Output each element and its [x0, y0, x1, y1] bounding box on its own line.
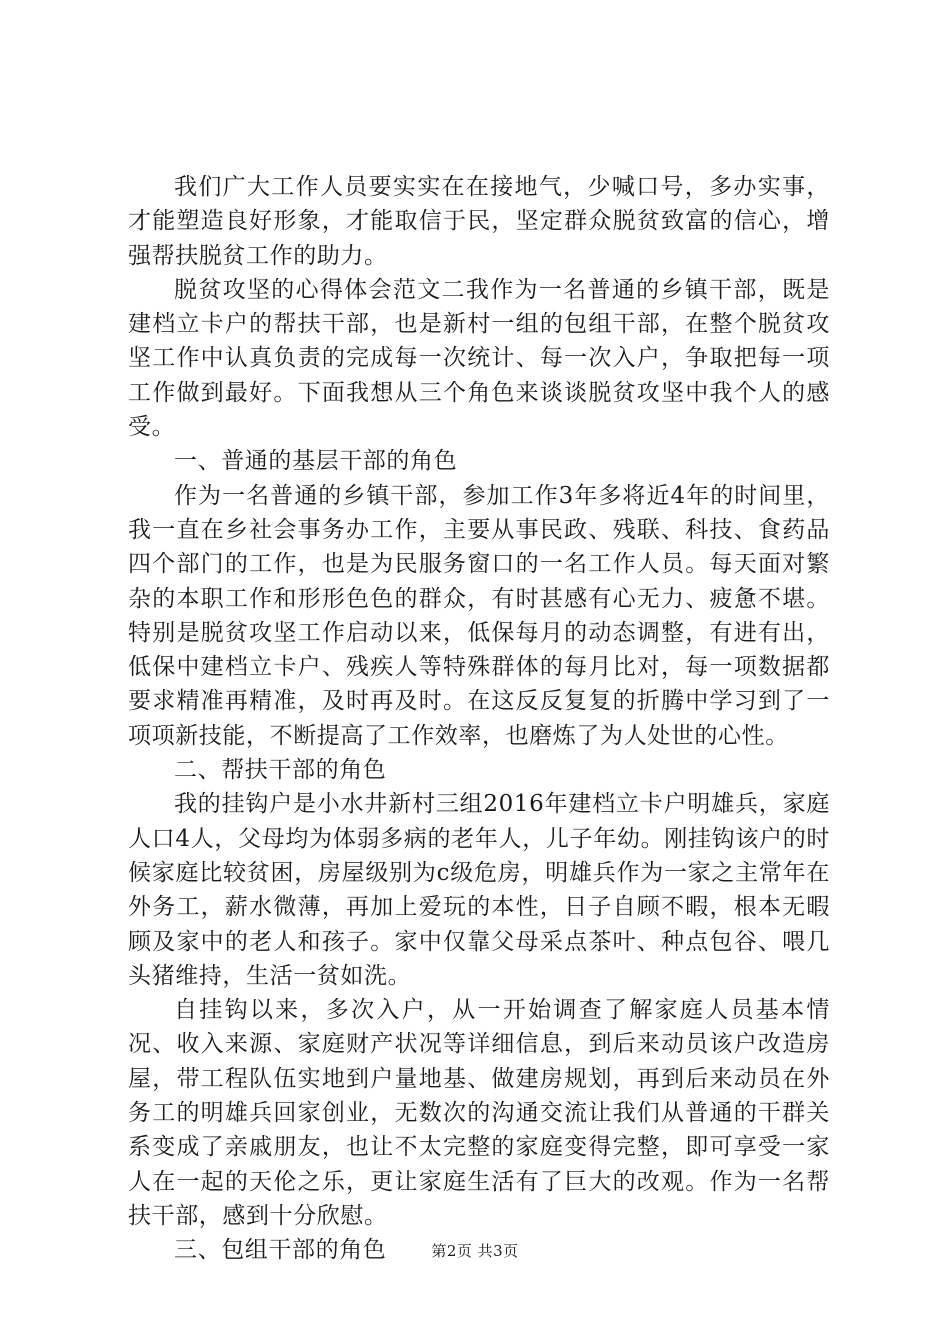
section-heading-assistance-cadre: 二、帮扶干部的角色 [174, 757, 387, 784]
page-number: 第2页 共3页 [431, 1242, 519, 1260]
document-body [128, 170, 830, 1268]
paragraph-essay-two-intro: 脱贫攻坚的心得体会范文二我作为一名普通的乡镇干部，既是建档立卡户的帮扶干部，也是新村一组的包组干部，在整个脱贫攻坚工作中认真负责的完成每一次统计、每一次入户，争取把每一项工作做到最好。下面我想从三个角色来谈谈脱贫攻坚中我个人的感受。 [128, 276, 830, 441]
paragraph-intro: 我们广大工作人员要实实在在接地气，少喊口号，多办实事，才能塑造良好形象，才能取信于民，坚定群众脱贫致富的信心，增强帮扶脱贫工作的助力。 [128, 174, 830, 269]
paragraph-household-visits: 自挂钩以来，多次入户，从一开始调查了解家庭人员基本情况、收入来源、家庭财产状况等详细信息，到后来动员该户改造房屋，带工程队伍实地到户量地基、做建房规划，再到后来动员在外务工的明雄兵回家创业，无数次的沟通交流让我们从普通的干群关系变成了亲戚朋友，也让不太完整的家庭变得完整，即可享受一家人在一起的天伦之乐，更让家庭生活有了巨大的改观。作为一名帮扶干部，感到十分欣慰。 [128, 997, 830, 1229]
paragraph-grassroots-cadre: 作为一名普通的乡镇干部，参加工作3年多将近4年的时间里，我一直在乡社会事务办工作，主要从事民政、残联、科技、食药品四个部门的工作，也是为民服务窗口的一名工作人员。每天面对繁杂的本职工作和形形色色的群众，有时甚感有心无力、疲惫不堪。特别是脱贫攻坚工作启动以来，低保每月的动态调整，有进有出，低保中建档立卡户、残疾人等特殊群体的每月比对，每一项数据都要求精准再精准，及时再及时。在这反反复复的折腾中学习到了一项项新技能，不断提高了工作效率，也磨炼了为人处世的心性。 [128, 482, 830, 749]
section-heading-group-cadre: 三、包组干部的角色 [174, 1237, 387, 1264]
paragraph-assigned-household: 我的挂钩户是小水井新村三组2016年建档立卡户明雄兵，家庭人口4人，父母均为体弱多病的老年人，儿子年幼。刚挂钩该户的时候家庭比较贫困，房屋级别为c级危房，明雄兵作为一家之主常年在外务工，薪水微薄，再加上爱玩的本性，日子自顾不暇，根本无暇顾及家中的老人和孩子。家中仅靠父母采点茶叶、种点包谷、喂几头猪维持，生活一贫如洗。 [128, 791, 830, 989]
section-heading-grassroots-cadre: 一、普通的基层干部的角色 [174, 448, 458, 475]
